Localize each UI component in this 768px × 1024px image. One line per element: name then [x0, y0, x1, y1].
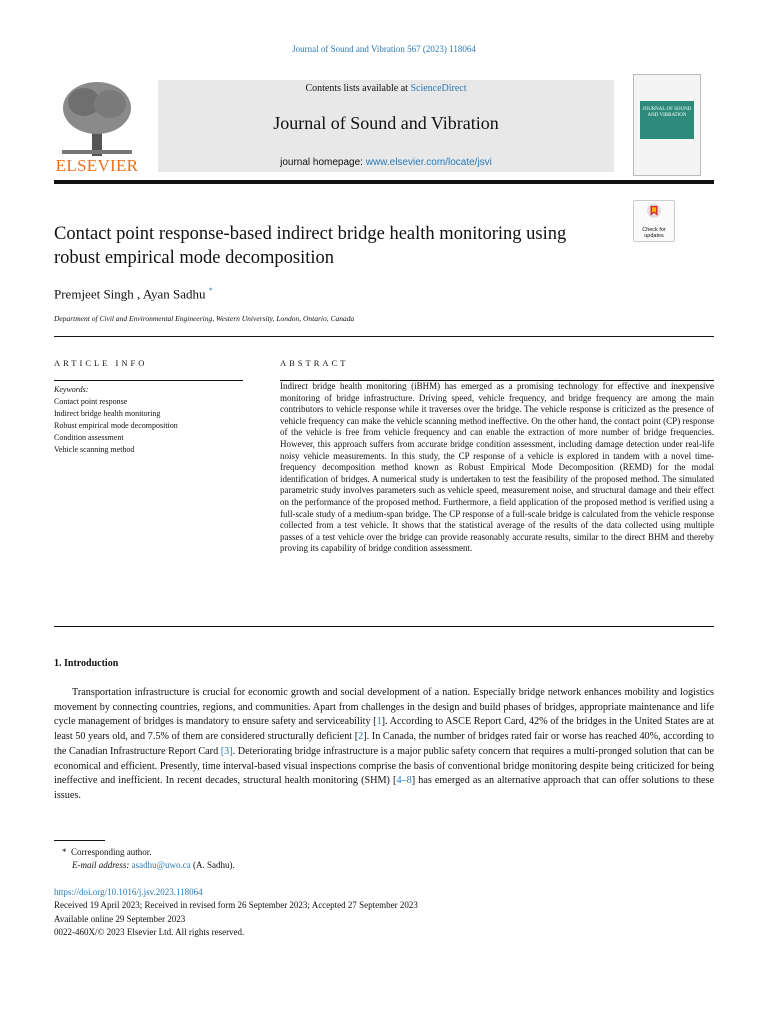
paper-title: Contact point response-based indirect bridge health monitoring using robust empirical mode decomposition	[54, 224, 567, 268]
author-names: Premjeet Singh , Ayan Sadhu	[54, 286, 206, 302]
contents-prefix: Contents lists available at	[305, 83, 411, 94]
article-metadata	[54, 886, 418, 939]
journal-cover-image[interactable]	[633, 74, 701, 176]
bookmark-icon	[634, 201, 674, 229]
divider	[54, 626, 714, 627]
masthead-rule	[54, 180, 714, 184]
keyword: Condition assessment	[54, 433, 124, 442]
homepage-prefix: journal homepage:	[280, 157, 366, 168]
keyword: Robust empirical mode decomposition	[54, 421, 178, 430]
journal-title: Journal of Sound and Vibration	[273, 113, 499, 133]
author-email-link[interactable]: asadhu@uwo.ca	[131, 860, 191, 870]
reference-link[interactable]: 2	[358, 731, 364, 743]
homepage-link[interactable]: www.elsevier.com/locate/jsvi	[365, 157, 492, 168]
publisher-name: ELSEVIER	[55, 156, 139, 175]
divider	[54, 380, 243, 381]
footnote	[54, 846, 235, 872]
keywords-label: Keywords:	[54, 385, 89, 394]
cover-title: JOURNAL OF SOUND AND VIBRATION	[640, 101, 694, 139]
abstract-text: Indirect bridge health monitoring (iBHM) has emerged as a promising technology for effective and inexpensive monitoring of bridge infrastructure. Driving speed, vehicle frequency, and bridge frequency are among the main contributors to vehicle response while it traverses over the bridge. The vehicle response is criticized as the presence of vehicle frequency can make the vehicle scanning method ineffective. On the other hand, the contact point (CP) response of the vehicle is free from vehicle frequency and can enable the extraction of more number of bridge frequencies. However, this approach suffers from accurate bridge condition assessment, including damage detection under real-life noisy vehicle measurements. In this study, the CP response of a vehicle is explored in tandem with a novel time-frequency decomposition method known as Robust Empirical Mode Decomposition (REMD) for the modal identification of bridges. A numerical study is undertaken to test the feasibility of the proposed method. The simulated parametric study involves parameters such as vehicle speed, measurement noise, and structural damage and their effect on the performance of the proposed method. Furthermore, a field application of the proposed method is verified using a full-scale study of a medium-span bridge. The CP response of a full-scale bridge is calculated from the vehicle response collected from a test vehicle. It shows that the statistical average of the results of the data collected using multiple passes of a test vehicle over the bridge can provide reasonably accurate results, similar to the direct BHM and thereby proving its capability of bridge condition assessment.	[280, 381, 714, 554]
reference-link[interactable]: 1	[376, 716, 382, 728]
email-suffix: (A. Sadhu).	[190, 860, 235, 870]
article-info-heading: ARTICLE INFO	[54, 358, 148, 368]
corresponding-author-note: Corresponding author.	[71, 847, 152, 857]
keyword: Vehicle scanning method	[54, 445, 135, 454]
check-updates-label: Check for updates	[642, 227, 666, 239]
intro-text-part: ]. According to ASCE Report Card, 42% of the bridges in the United States are at least 50 years old, and 7.5% of them are considered structurally deficient [	[54, 716, 714, 743]
available-online: Available online 29 September 2023	[54, 913, 186, 924]
keyword: Contact point response	[54, 397, 128, 406]
received-dates: Received 19 April 2023; Received in revised form 26 September 2023; Accepted 27 September 2023	[54, 900, 418, 911]
intro-text-part: ] has emerged as an alternative approach that can offer solutions to these issues.	[54, 775, 714, 801]
reference-link[interactable]: 4–8	[396, 775, 412, 787]
footnote-divider	[54, 840, 105, 841]
corresponding-author-mark[interactable]: *	[208, 286, 213, 295]
abstract-heading: ABSTRACT	[280, 358, 349, 368]
journal-citation-link[interactable]: Journal of Sound and Vibration 567 (2023) 118064	[292, 44, 476, 54]
email-label: E-mail address:	[72, 860, 130, 870]
intro-text-part: . Deteriorating bridge infrastructure is a major public safety concern that requires a multi-pronged solution that can be economical and efficient. Presently, time interval-based visual inspections comprise the basis of conventional bridge monitoring despite being criticized for being ineffective and inefficient. In recent decades, structural health monitoring (SHM) [	[54, 745, 714, 787]
contents-line	[158, 83, 614, 94]
author-list	[54, 286, 213, 302]
divider	[54, 336, 714, 337]
footnote-mark: *	[62, 847, 67, 857]
section-heading-introduction: 1. Introduction	[54, 658, 119, 669]
copyright: 0022-460X/© 2023 Elsevier Ltd. All rights reserved.	[54, 926, 245, 937]
keywords-block	[54, 384, 243, 456]
reference-link[interactable]: [3]	[220, 745, 233, 757]
intro-text-part: Transportation infrastructure is crucial for economic growth and social development of a nation. Especially bridge network enhances mobility and logistics movement by connecting countries, regions, and communities. Apart from challenges in the design and build phases of bridges, appropriate maintenance and life cycle management of bridges is mandatory to ensure safety and serviceability [	[54, 687, 714, 728]
intro-text-part: ]. In Canada, the number of bridges rated fair or worse has reached 40%, according to the Canadian Infrastructure Report Card	[54, 731, 714, 757]
homepage-line	[158, 157, 614, 168]
doi-link[interactable]: https://doi.org/10.1016/j.jsv.2023.118064	[54, 887, 203, 897]
keyword: Indirect bridge health monitoring	[54, 409, 161, 418]
affiliation: Department of Civil and Environmental Engineering, Western University, London, Ontario, Canada	[54, 314, 355, 323]
check-for-updates-button[interactable]	[633, 200, 675, 242]
introduction-paragraph	[54, 686, 714, 804]
sciencedirect-link[interactable]: ScienceDirect	[410, 83, 467, 94]
